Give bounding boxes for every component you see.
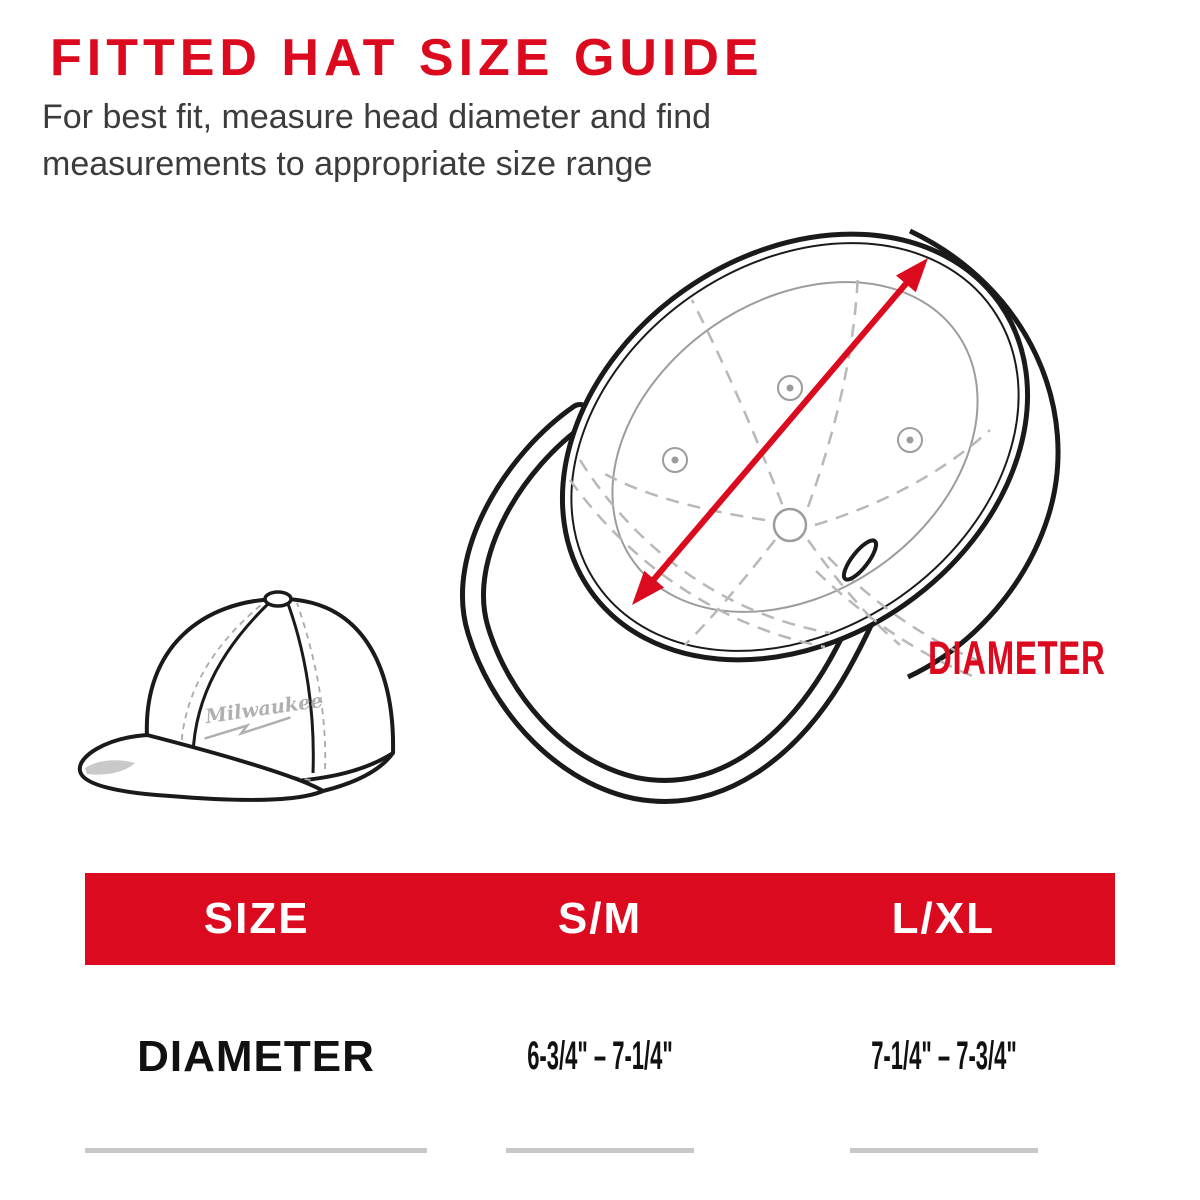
side-view-hat-icon <box>75 585 415 820</box>
crown-button-icon <box>774 509 806 541</box>
page-subtitle <box>42 94 711 188</box>
value-sm-range: 6-3/4" – 7-1/4" <box>506 965 694 1153</box>
subtitle-line-1: For best fit, measure head diameter and find <box>42 98 712 136</box>
column-header-sm: S/M <box>557 894 643 943</box>
underside-hat-icon <box>430 225 1120 830</box>
value-lxl-range: 7-1/4" – 7-3/4" <box>850 965 1038 1153</box>
table-row <box>85 965 1115 1153</box>
size-table <box>85 873 1115 1153</box>
size-table-header <box>85 873 1115 965</box>
diameter-callout-label: DIAMETER <box>928 631 1106 684</box>
page-title: FITTED HAT SIZE GUIDE <box>50 29 764 87</box>
milwaukee-logo-text: Milwaukee <box>203 688 325 729</box>
side-hat-button <box>265 592 291 606</box>
column-header-size: SIZE <box>203 894 310 943</box>
column-header-lxl: L/XL <box>891 894 995 943</box>
row-label-diameter: DIAMETER <box>85 965 427 1153</box>
subtitle-line-2: measurements to appropriate size range <box>42 145 653 183</box>
